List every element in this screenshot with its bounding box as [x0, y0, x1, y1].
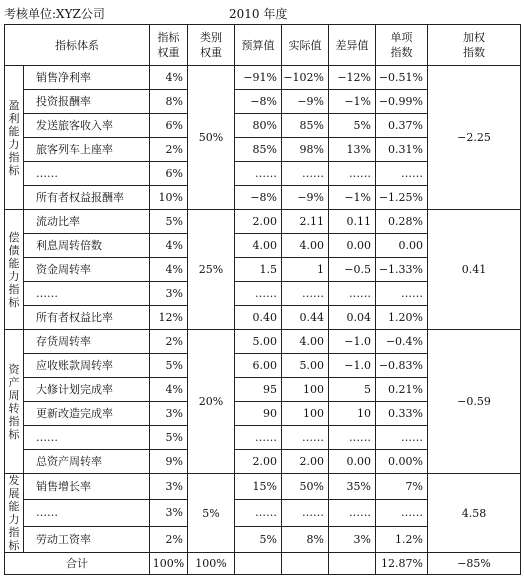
single-index: 0.31%	[376, 138, 428, 162]
col-single-index: 单项指数	[376, 25, 428, 66]
actual-value: 2.00	[282, 450, 329, 474]
indicator-weight: 8%	[150, 90, 188, 114]
indicator-weight: 4%	[150, 66, 188, 90]
variance-value: 0.04	[329, 306, 376, 330]
table-row	[5, 210, 521, 234]
budget-value: −8%	[235, 186, 282, 210]
actual-value: ……	[282, 500, 329, 526]
indicator-name: ……	[24, 426, 150, 450]
weighted-index: −0.59	[428, 330, 521, 474]
single-index: −0.99%	[376, 90, 428, 114]
variance-value: 3%	[329, 526, 376, 552]
actual-value: ……	[282, 426, 329, 450]
indicator-name: 利息周转倍数	[24, 234, 150, 258]
budget-value: ……	[235, 500, 282, 526]
col-budget: 预算值	[235, 25, 282, 66]
single-index: ……	[376, 282, 428, 306]
col-category-weight: 类别权重	[188, 25, 235, 66]
indicator-weight: 3%	[150, 500, 188, 526]
variance-value: ……	[329, 500, 376, 526]
indicator-name: 销售净利率	[24, 66, 150, 90]
table-row	[5, 474, 521, 500]
variance-value: 0.00	[329, 450, 376, 474]
variance-value: ……	[329, 282, 376, 306]
variance-value: −0.5	[329, 258, 376, 282]
variance-value: 5	[329, 378, 376, 402]
indicator-name: 流动比率	[24, 210, 150, 234]
table-caption	[2, 3, 522, 23]
actual-value: 100	[282, 378, 329, 402]
single-index: 0.00	[376, 234, 428, 258]
total-actual	[282, 553, 329, 575]
variance-value: ……	[329, 426, 376, 450]
total-single-index: 12.87%	[376, 553, 428, 575]
col-actual: 实际值	[282, 25, 329, 66]
category-label	[5, 210, 24, 330]
indicator-name: 投资报酬率	[24, 90, 150, 114]
budget-value: 95	[235, 378, 282, 402]
indicator-weight: 2%	[150, 330, 188, 354]
single-index: 0.00%	[376, 450, 428, 474]
single-index: −0.83%	[376, 354, 428, 378]
actual-value: 85%	[282, 114, 329, 138]
actual-value: ……	[282, 282, 329, 306]
budget-value: 4.00	[235, 234, 282, 258]
indicator-name: ……	[24, 282, 150, 306]
variance-value: 10	[329, 402, 376, 426]
budget-value: 5.00	[235, 330, 282, 354]
variance-value: −1.0	[329, 354, 376, 378]
single-index: ……	[376, 500, 428, 526]
indicator-weight: 6%	[150, 114, 188, 138]
col-variance: 差异值	[329, 25, 376, 66]
indicator-name: 旅客列车上座率	[24, 138, 150, 162]
actual-value: −9%	[282, 186, 329, 210]
indicator-name: 更新改造完成率	[24, 402, 150, 426]
indicator-name: 所有者权益报酬率	[24, 186, 150, 210]
actual-value: −102%	[282, 66, 329, 90]
header-row	[5, 25, 521, 66]
variance-value: 5%	[329, 114, 376, 138]
variance-value: 0.11	[329, 210, 376, 234]
variance-value: 35%	[329, 474, 376, 500]
variance-value: −1%	[329, 90, 376, 114]
single-index: −1.25%	[376, 186, 428, 210]
indicator-name: 存货周转率	[24, 330, 150, 354]
category-weight: 20%	[188, 330, 235, 474]
variance-value: 13%	[329, 138, 376, 162]
single-index: ……	[376, 426, 428, 450]
indicator-weight: 4%	[150, 378, 188, 402]
actual-value: −9%	[282, 90, 329, 114]
variance-value: −1.0	[329, 330, 376, 354]
indicator-name: ……	[24, 162, 150, 186]
category-weight: 50%	[188, 66, 235, 210]
total-budget	[235, 553, 282, 575]
weighted-index: −2.25	[428, 66, 521, 210]
single-index: 1.20%	[376, 306, 428, 330]
indicator-name: 大修计划完成率	[24, 378, 150, 402]
total-indicator-weight: 100%	[150, 553, 188, 575]
indicator-weight: 3%	[150, 282, 188, 306]
indicator-weight: 10%	[150, 186, 188, 210]
table-body	[5, 66, 521, 553]
single-index: 1.2%	[376, 526, 428, 552]
budget-value: 5%	[235, 526, 282, 552]
indicator-name: ……	[24, 500, 150, 526]
indicator-weight: 5%	[150, 210, 188, 234]
actual-value: 8%	[282, 526, 329, 552]
category-weight: 25%	[188, 210, 235, 330]
indicator-weight: 9%	[150, 450, 188, 474]
budget-value: −91%	[235, 66, 282, 90]
budget-value: ……	[235, 282, 282, 306]
category-label	[5, 474, 24, 553]
indicator-weight: 2%	[150, 138, 188, 162]
indicator-weight: 5%	[150, 354, 188, 378]
indicator-name: 发送旅客收入率	[24, 114, 150, 138]
indicator-weight: 2%	[150, 526, 188, 552]
table-row	[5, 66, 521, 90]
indicator-weight: 4%	[150, 234, 188, 258]
col-system: 指标体系	[5, 25, 150, 66]
category-weight: 5%	[188, 474, 235, 553]
indicator-weight: 3%	[150, 402, 188, 426]
weighted-index: 4.58	[428, 474, 521, 553]
performance-table	[4, 24, 521, 575]
indicator-weight: 3%	[150, 474, 188, 500]
budget-value: 15%	[235, 474, 282, 500]
col-indicator-weight: 指标权重	[150, 25, 188, 66]
indicator-name: 应收账款周转率	[24, 354, 150, 378]
single-index: 0.33%	[376, 402, 428, 426]
actual-value: 98%	[282, 138, 329, 162]
category-text: 资产周转指标	[8, 362, 20, 441]
actual-value: 100	[282, 402, 329, 426]
single-index: 7%	[376, 474, 428, 500]
indicator-weight: 4%	[150, 258, 188, 282]
col-weighted-index: 加权指数	[428, 25, 521, 66]
category-label	[5, 330, 24, 474]
indicator-weight: 5%	[150, 426, 188, 450]
indicator-weight: 12%	[150, 306, 188, 330]
indicator-name: 销售增长率	[24, 474, 150, 500]
budget-value: ……	[235, 426, 282, 450]
variance-value: ……	[329, 162, 376, 186]
total-weighted-index: −85%	[428, 553, 521, 575]
budget-value: 80%	[235, 114, 282, 138]
budget-value: 90	[235, 402, 282, 426]
budget-value: 0.40	[235, 306, 282, 330]
budget-value: 85%	[235, 138, 282, 162]
category-text: 发展能力指标	[8, 474, 20, 552]
table-row	[5, 330, 521, 354]
assessment-year: 2010 年度	[229, 7, 288, 21]
total-label: 合计	[5, 553, 150, 575]
budget-value: 1.5	[235, 258, 282, 282]
budget-value: 2.00	[235, 450, 282, 474]
total-category-weight: 100%	[188, 553, 235, 575]
indicator-name: 劳动工资率	[24, 526, 150, 552]
single-index: −0.4%	[376, 330, 428, 354]
category-text: 盈利能力指标	[8, 98, 20, 177]
indicator-name: 资金周转率	[24, 258, 150, 282]
budget-value: 2.00	[235, 210, 282, 234]
budget-value: −8%	[235, 90, 282, 114]
single-index: −1.33%	[376, 258, 428, 282]
actual-value: ……	[282, 162, 329, 186]
actual-value: 2.11	[282, 210, 329, 234]
single-index: −0.51%	[376, 66, 428, 90]
actual-value: 4.00	[282, 234, 329, 258]
actual-value: 1	[282, 258, 329, 282]
actual-value: 0.44	[282, 306, 329, 330]
actual-value: 5.00	[282, 354, 329, 378]
actual-value: 4.00	[282, 330, 329, 354]
single-index: 0.37%	[376, 114, 428, 138]
single-index: 0.28%	[376, 210, 428, 234]
single-index: ……	[376, 162, 428, 186]
assessment-unit: 考核单位:XYZ公司	[4, 7, 105, 21]
variance-value: −12%	[329, 66, 376, 90]
total-variance	[329, 553, 376, 575]
indicator-name: 总资产周转率	[24, 450, 150, 474]
indicator-weight: 6%	[150, 162, 188, 186]
category-text: 偿债能力指标	[8, 230, 20, 309]
budget-value: ……	[235, 162, 282, 186]
budget-value: 6.00	[235, 354, 282, 378]
total-row	[5, 553, 521, 575]
variance-value: 0.00	[329, 234, 376, 258]
category-label	[5, 66, 24, 210]
variance-value: −1%	[329, 186, 376, 210]
weighted-index: 0.41	[428, 210, 521, 330]
actual-value: 50%	[282, 474, 329, 500]
single-index: 0.21%	[376, 378, 428, 402]
indicator-name: 所有者权益比率	[24, 306, 150, 330]
